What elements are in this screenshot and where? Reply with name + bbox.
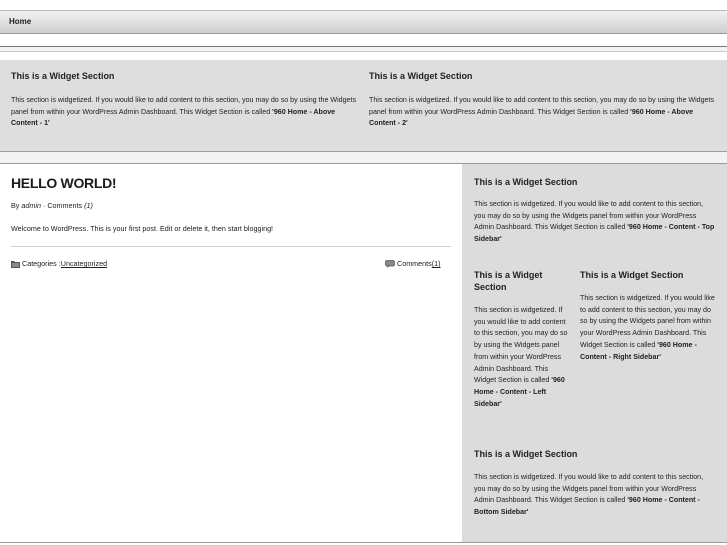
main-content (0, 164, 462, 542)
widget-above-2-name: '960 Home - Above Content - 2' (369, 107, 694, 128)
widget-bottom-sidebar-title: This is a Widget Section (474, 449, 578, 459)
widget-right-sidebar-text: This section is widgetized. If you would like to add content to this section, you may do so by using the Widgets panel from within your WordPress Admin Dashboard. This Widget Section is called '960 Home - Content - Right Sidebar' (580, 294, 715, 361)
widget-right-sidebar-name: '960 Home - Content - Right Sidebar' (580, 340, 697, 361)
section-divider (0, 152, 727, 164)
widget-top-sidebar-name: '960 Home - Content - Top Sidebar' (474, 223, 715, 244)
post-author-link[interactable]: admin (21, 201, 41, 210)
widget-right-sidebar-title: This is a Widget Section (580, 270, 684, 280)
post-body: Welcome to WordPress. This is your first post. Edit or delete it, then start blogging! (11, 224, 274, 233)
widget-bottom-sidebar-name: '960 Home - Content - Bottom Sidebar' (474, 496, 700, 517)
widget-above-1-title: This is a Widget Section (11, 71, 115, 81)
folder-icon (11, 260, 20, 268)
widget-above-2-text: This section is widgetized. If you would like to add content to this section, you may do so by using the Widgets panel from within your WordPress Admin Dashboard. This Widget Section is called '960 Home - Above Content - 2' (369, 96, 715, 128)
post-comments: Comments (1) (385, 259, 441, 268)
post-comments-count[interactable]: (1) (84, 201, 93, 210)
widget-above-1-name: '960 Home - Above Content - 1' (11, 107, 336, 128)
widget-top-sidebar-title: This is a Widget Section (474, 177, 578, 187)
widget-above-2-title: This is a Widget Section (369, 71, 473, 81)
post-meta: By admin · Comments (1) (11, 201, 93, 210)
widget-top-sidebar-text: This section is widgetized. If you would like to add content to this section, you may do so by using the Widgets panel from within your WordPress Admin Dashboard. This Widget Section is called '960 Home - Content - Top Sidebar' (474, 200, 715, 244)
widget-above-1-text: This section is widgetized. If you would like to add content to this section, you may do so by using the Widgets panel from within your WordPress Admin Dashboard. This Widget Section is called '960 Home - Above Content - 1' (11, 96, 357, 128)
nav-home-link[interactable]: Home (9, 17, 32, 26)
post-categories: Categories : Uncategorized (11, 259, 107, 268)
speech-bubble-icon (385, 260, 395, 268)
post-separator (11, 246, 451, 247)
header-divider (0, 46, 727, 52)
category-link-uncategorized[interactable]: Uncategorized (60, 259, 108, 268)
comments-link[interactable]: (1) (431, 259, 441, 268)
widget-left-sidebar-title: This is a Widget Section (474, 270, 543, 292)
post-title[interactable]: HELLO WORLD! (11, 175, 117, 191)
widget-bottom-sidebar-text: This section is widgetized. If you would like to add content to this section, you may do so by using the Widgets panel from within your WordPress Admin Dashboard. This Widget Section is called '960 Home - Content - Bottom Sidebar' (474, 473, 704, 517)
widget-left-sidebar-text: This section is widgetized. If you would like to add content to this section, you may do so by using the Widgets panel from within your WordPress Admin Dashboard. This Widget Section is called '960 Home - Content - Left Sidebar' (474, 306, 568, 408)
widget-left-sidebar-name: '960 Home - Content - Left Sidebar' (474, 376, 565, 408)
footer-rule (0, 542, 727, 543)
top-nav-bar (0, 10, 727, 34)
